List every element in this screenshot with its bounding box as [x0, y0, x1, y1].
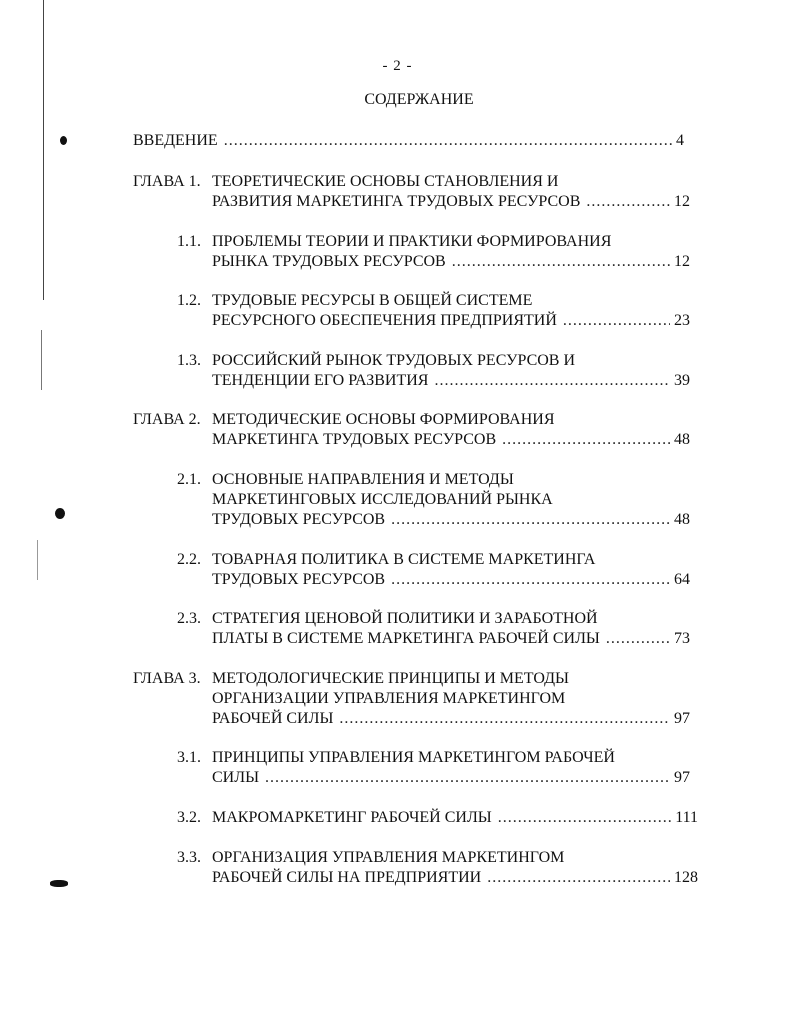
scan-edge-line	[43, 0, 44, 300]
toc-entry-line: ТЕНДЕНЦИИ ЕГО РАЗВИТИЯ	[212, 372, 429, 389]
toc-entry-line: РЫНКА ТРУДОВЫХ РЕСУРСОВ	[212, 253, 446, 270]
toc-entry-line: РОССИЙСКИЙ РЫНОК ТРУДОВЫХ РЕСУРСОВ И	[212, 352, 576, 369]
dot-leader	[586, 192, 670, 212]
toc-entry-line: ТРУДОВЫХ РЕСУРСОВ	[212, 571, 386, 588]
toc-entry-page: 128	[674, 869, 698, 886]
dot-leader	[265, 768, 670, 788]
toc-entry-page: 97	[674, 769, 690, 786]
toc-entry-line: РАБОЧЕЙ СИЛЫ	[212, 710, 334, 727]
toc-entry-number: 2.3.	[177, 610, 201, 627]
toc-entry-line: СИЛЫ	[212, 769, 260, 786]
toc-entry-section	[177, 351, 690, 391]
toc-entry-chapter	[133, 172, 690, 212]
toc-entry-page: 4	[676, 132, 684, 149]
toc-entry-page: 73	[674, 630, 690, 647]
toc-entry-page: 48	[674, 511, 690, 528]
toc-entry-page: 97	[674, 710, 690, 727]
toc-entry-line: ВВЕДЕНИЕ	[133, 132, 218, 149]
scan-speck	[55, 508, 65, 519]
dot-leader	[224, 131, 672, 151]
toc-entry-line: МЕТОДИЧЕСКИЕ ОСНОВЫ ФОРМИРОВАНИЯ	[212, 411, 555, 428]
toc-entry-number: ГЛАВА 1.	[133, 173, 201, 190]
dot-leader	[339, 709, 670, 729]
toc-entry-number: 1.3.	[177, 352, 201, 369]
toc-entry-line: СТРАТЕГИЯ ЦЕНОВОЙ ПОЛИТИКИ И ЗАРАБОТНОЙ	[212, 610, 598, 627]
dot-leader	[498, 808, 671, 828]
toc-entry-line: ТРУДОВЫЕ РЕСУРСЫ В ОБЩЕЙ СИСТЕМЕ	[212, 292, 533, 309]
toc-entry-introduction	[133, 131, 684, 151]
toc-entry-section	[177, 232, 690, 272]
toc-entry-page: 23	[674, 312, 690, 329]
page-number: - 2 -	[382, 58, 413, 74]
toc-entry-number: 3.3.	[177, 849, 201, 866]
toc-entry-number: 2.1.	[177, 471, 201, 488]
toc-entry-section	[177, 609, 690, 649]
toc-entry-page: 48	[674, 431, 690, 448]
dot-leader	[391, 510, 670, 530]
dot-leader	[487, 868, 670, 888]
toc-title: СОДЕРЖАНИЕ	[364, 91, 474, 108]
toc-entry-number: 3.1.	[177, 749, 201, 766]
dot-leader	[452, 252, 670, 272]
toc-entry-section	[177, 748, 690, 788]
scan-edge-line	[41, 330, 42, 390]
toc-entry-line: ОРГАНИЗАЦИЯ УПРАВЛЕНИЯ МАРКЕТИНГОМ	[212, 849, 565, 866]
toc-entry-line: МАРКЕТИНГОВЫХ ИССЛЕДОВАНИЙ РЫНКА	[212, 491, 553, 508]
toc-entry-section	[177, 470, 690, 530]
toc-entry-page: 64	[674, 571, 690, 588]
toc-entry-chapter	[133, 410, 690, 450]
toc-entry-line: ТЕОРЕТИЧЕСКИЕ ОСНОВЫ СТАНОВЛЕНИЯ И	[212, 173, 559, 190]
toc-entry-number: 1.1.	[177, 233, 201, 250]
toc-entry-line: ТРУДОВЫХ РЕСУРСОВ	[212, 511, 386, 528]
scan-speck	[60, 136, 67, 145]
toc-entry-page: 39	[674, 372, 690, 389]
toc-entry-line: ТОВАРНАЯ ПОЛИТИКА В СИСТЕМЕ МАРКЕТИНГА	[212, 551, 596, 568]
toc-entry-line: РАЗВИТИЯ МАРКЕТИНГА ТРУДОВЫХ РЕСУРСОВ	[212, 193, 581, 210]
toc-entry-page: 111	[675, 809, 698, 826]
dot-leader	[502, 430, 670, 450]
toc-entry-number: 3.2.	[177, 809, 201, 826]
toc-entry-page: 12	[674, 193, 690, 210]
toc-entry-page: 12	[674, 253, 690, 270]
toc-entry-line: РАБОЧЕЙ СИЛЫ НА ПРЕДПРИЯТИИ	[212, 869, 482, 886]
toc-entry-line: МАРКЕТИНГА ТРУДОВЫХ РЕСУРСОВ	[212, 431, 497, 448]
dot-leader	[434, 371, 670, 391]
toc-entry-line: ПРИНЦИПЫ УПРАВЛЕНИЯ МАРКЕТИНГОМ РАБОЧЕЙ	[212, 749, 615, 766]
toc-entry-line: РЕСУРСНОГО ОБЕСПЕЧЕНИЯ ПРЕДПРИЯТИЙ	[212, 312, 557, 329]
toc-entry-section	[177, 550, 690, 590]
toc-entry-section	[177, 808, 698, 828]
scan-speck	[50, 880, 68, 887]
toc-entry-chapter	[133, 669, 690, 729]
toc-entry-section	[177, 291, 690, 331]
toc-entry-number: 1.2.	[177, 292, 201, 309]
toc-entry-line: МАКРОМАРКЕТИНГ РАБОЧЕЙ СИЛЫ	[212, 809, 492, 826]
scan-edge-line	[37, 540, 38, 580]
toc-entry-line: ОРГАНИЗАЦИИ УПРАВЛЕНИЯ МАРКЕТИНГОМ	[212, 690, 566, 707]
dot-leader	[563, 311, 670, 331]
toc-entry-line: ОСНОВНЫЕ НАПРАВЛЕНИЯ И МЕТОДЫ	[212, 471, 514, 488]
toc-entry-line: ПЛАТЫ В СИСТЕМЕ МАРКЕТИНГА РАБОЧЕЙ СИЛЫ	[212, 630, 600, 647]
dot-leader	[391, 570, 670, 590]
toc-entry-line: ПРОБЛЕМЫ ТЕОРИИ И ПРАКТИКИ ФОРМИРОВАНИЯ	[212, 233, 612, 250]
toc-entry-number: 2.2.	[177, 551, 201, 568]
toc-entry-number: ГЛАВА 3.	[133, 670, 201, 687]
toc-entry-number: ГЛАВА 2.	[133, 411, 201, 428]
toc-entry-line: МЕТОДОЛОГИЧЕСКИЕ ПРИНЦИПЫ И МЕТОДЫ	[212, 670, 569, 687]
toc-entry-section	[177, 848, 698, 888]
dot-leader	[606, 629, 670, 649]
